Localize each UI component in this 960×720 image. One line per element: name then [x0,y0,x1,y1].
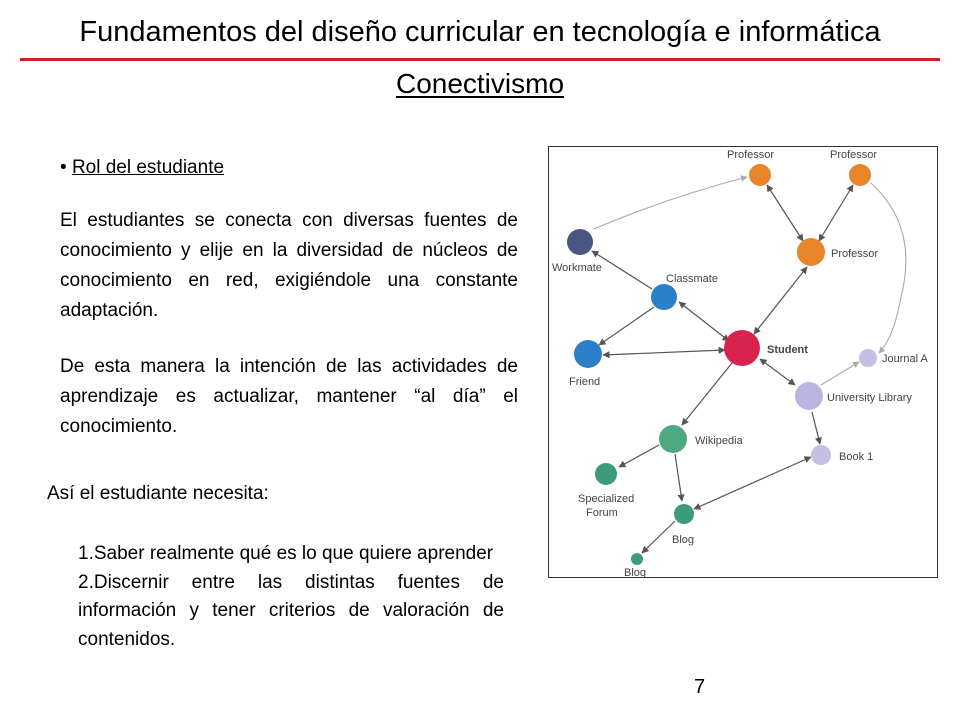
edge-friend-student [603,350,725,355]
paragraph-1: El estudiantes se conecta con diversas fuentes de conocimiento y elije en la diversidad de núcleos de conocimiento en red, exigiéndole una constante adaptación. [60,210,518,321]
label-forum-line1: Specialized [578,493,635,505]
node-book [811,445,831,465]
label-wikipedia: Wikipedia [695,435,743,447]
edge-student-library [760,359,795,385]
edge-wikipedia-blog [675,454,682,501]
slide-title: Fundamentos del diseño curricular en tecnología e informática [79,16,881,48]
label-student: Student [767,344,808,356]
page-number: 7 [694,676,706,698]
subtitle-text: Conectivismo [395,68,565,99]
label-blog-1: Blog [672,534,695,546]
needs-item-1: 1.Saber realmente qué es lo que quiere aprender [78,543,494,564]
node-library [795,382,823,410]
node-blog-1 [674,504,694,524]
label-forum-line2: Forum [586,507,618,519]
edge-wikipedia-forum [619,445,659,467]
bullet-icon: • [60,157,67,178]
bullet-label: Rol del estudiante [71,157,225,178]
node-professor-3 [797,238,825,266]
label-friend: Friend [569,376,601,388]
needs-list [78,540,504,654]
needs-item-2: 2.Discernir entre las distintas fuentes de información y tener criterios de valoración de contenidos. [78,571,504,650]
edge-classmate-friend [599,307,654,345]
title-underline-rule [20,58,940,61]
label-book: Book 1 [839,451,874,463]
node-blog-2 [631,553,643,565]
edge-student-wikipedia [682,363,732,425]
label-professor-1: Professor [727,149,775,161]
edge-professor3-student [754,267,807,334]
edge-library-journal [821,362,859,385]
edge-professor2-journal [871,183,906,353]
needs-intro: Así el estudiante necesita: [47,483,269,504]
node-forum [595,463,617,485]
node-classmate [651,284,677,310]
node-student [724,330,760,366]
bullet-item [60,156,224,180]
edge-classmate-student [679,302,729,341]
node-professor-1 [749,164,771,186]
label-classmate: Classmate [666,273,718,285]
paragraph-2: De esta manera la intención de las actividades de aprendizaje es actualizar, mantener “al día” el conocimiento. [60,356,518,437]
slide-subtitle [0,67,960,101]
node-friend [574,340,602,368]
label-library: University Library [827,392,912,404]
edge-professor1-professor3 [767,185,803,241]
edge-professor2-professor3 [819,185,853,241]
label-workmate: Workmate [552,262,602,274]
label-professor-2: Professor [830,149,878,161]
connectivism-network-diagram [548,146,938,578]
node-wikipedia [659,425,687,453]
edge-workmate-professor1 [594,177,747,229]
edge-book-blog [694,457,811,509]
node-journal [859,349,877,367]
label-journal: Journal A [882,353,928,365]
label-professor-3: Professor [831,248,879,260]
label-blog-2: Blog [624,567,647,577]
edge-library-book [812,412,820,444]
edge-blog-blog [642,521,675,553]
node-professor-2 [849,164,871,186]
node-workmate [567,229,593,255]
network-svg [549,147,937,577]
